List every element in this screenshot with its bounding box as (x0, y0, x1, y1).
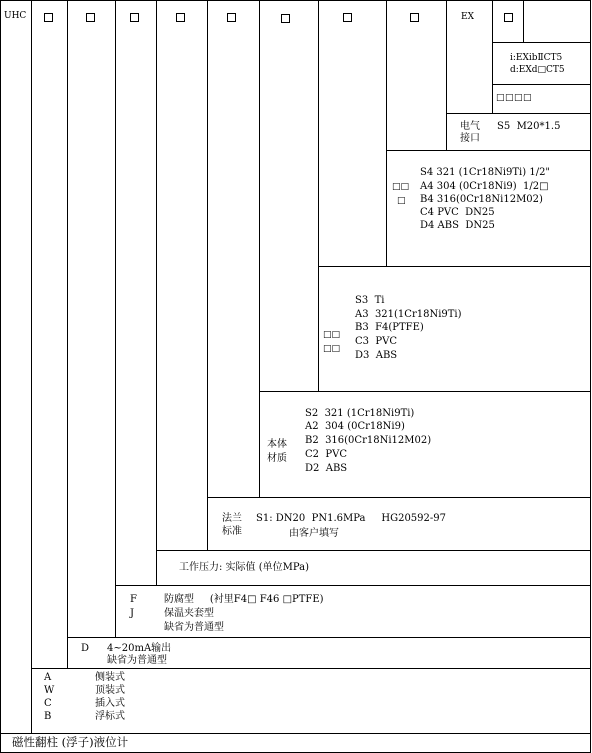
s4-row: S4 321 (1Cr18Ni9Ti) 1/2" (420, 167, 551, 178)
flange-value: S1: DN20 PN1.6MPa HG20592-97 (256, 513, 446, 524)
output-line1: 4~20mA输出 (107, 643, 172, 654)
model-prefix: UHC (4, 11, 27, 21)
code-box-2 (86, 13, 95, 22)
col-line-5 (207, 0, 208, 550)
code-box-3 (130, 13, 139, 22)
body-material-row: S2 321 (1Cr18Ni9Ti) (305, 408, 415, 419)
code-box-8 (410, 13, 419, 22)
code-box-9 (504, 13, 513, 22)
s3-label-line1: □□ (323, 330, 341, 340)
mounting-label: 插入式 (95, 698, 125, 709)
s3-row: B3 F4(PTFE) (355, 322, 424, 333)
s4-row: C4 PVC DN25 (420, 207, 495, 218)
row-line-type (67, 637, 591, 638)
code-box-6 (281, 14, 290, 23)
mounting-label: 顶装式 (95, 685, 125, 696)
type-line2: 保温夹套型 (164, 608, 214, 619)
col-line-6 (259, 0, 260, 497)
code-box-7 (343, 13, 352, 22)
col-line-7 (318, 0, 319, 391)
ex-option-flameproof: d:EXd□CT5 (510, 65, 565, 75)
flange-label-line2: 标准 (222, 526, 242, 537)
col-line-4 (156, 0, 157, 428)
body-material-row: A2 304 (0Cr18Ni9) (305, 421, 405, 432)
elec-label-line2: 接口 (460, 133, 480, 144)
outer-border-left (0, 0, 1, 753)
row-line-output (31, 668, 591, 669)
placeholder-boxes: □□□□ (496, 93, 533, 103)
ex-label: EX (461, 12, 474, 22)
row-line-ex3 (446, 113, 591, 114)
elec-label-line1: 电气 (460, 121, 480, 132)
row-line-s3 (259, 391, 591, 392)
s4-label-line1: □□ (392, 182, 410, 192)
col-line-9 (446, 0, 447, 150)
type-line1: 防腐型 (衬里F4□ F46 □PTFE) (164, 594, 324, 605)
row-line-ex (492, 42, 591, 43)
output-code: D (81, 643, 90, 654)
mounting-code: B (44, 711, 52, 722)
body-material-row: B2 316(0Cr18Ni12M02) (305, 435, 432, 446)
col-line-2 (67, 0, 68, 668)
s3-row: D3 ABS (355, 350, 398, 361)
s4-row: B4 316(0Cr18Ni12M02) (420, 194, 543, 205)
code-box-5 (227, 13, 236, 22)
outer-border-top (0, 0, 591, 1)
mounting-code: W (44, 685, 55, 696)
s4-row: D4 ABS DN25 (420, 220, 495, 231)
output-line2: 缺省为普通型 (107, 655, 167, 666)
col-line-1 (31, 0, 32, 733)
col-line-3 (115, 0, 116, 637)
s3-row: C3 PVC (355, 336, 397, 347)
mounting-code: C (44, 698, 52, 709)
row-line-flange (156, 550, 591, 551)
mounting-label: 侧装式 (95, 672, 125, 683)
row-line-ex2 (492, 84, 591, 85)
mounting-label: 浮标式 (95, 711, 125, 722)
col-line-10 (492, 0, 493, 42)
row-line-s4 (318, 266, 591, 267)
s3-row: A3 321(1Cr18Ni9Ti) (355, 309, 462, 320)
row-line-s2 (207, 497, 591, 498)
type-code-f: F (130, 594, 137, 605)
type-code-j: J (130, 608, 135, 619)
body-material-row: C2 PVC (305, 449, 347, 460)
body-material-label-line1: 本体 (267, 439, 287, 450)
flange-label-line1: 法兰 (222, 513, 242, 524)
ex-option-intrinsic: i:EXibⅡCT5 (510, 53, 563, 63)
code-box-4 (176, 13, 185, 22)
body-material-label-line2: 材质 (267, 453, 287, 464)
col-line-8 (386, 0, 387, 266)
body-material-row: D2 ABS (305, 463, 348, 474)
col-line-12 (492, 42, 493, 114)
s3-row: S3 Ti (355, 295, 385, 306)
code-box-1 (44, 13, 53, 22)
mounting-code: A (44, 672, 52, 683)
col-line-11 (523, 0, 524, 42)
s4-label-line2: □ (397, 196, 406, 206)
row-line-pressure (115, 585, 591, 586)
row-line-elec (386, 150, 591, 151)
elec-value: S5 M20*1.5 (497, 121, 561, 132)
working-pressure-text: 工作压力: 实际值 (单位MPa) (179, 562, 310, 573)
type-line3: 缺省为普通型 (164, 622, 224, 633)
s3-label-line2: □□ (323, 344, 341, 354)
col-line-4b (156, 428, 157, 585)
row-line-mounting (0, 733, 591, 734)
flange-note: 由客户填写 (289, 528, 339, 539)
s4-row: A4 304 (0Cr18Ni9) 1/2□ (420, 181, 549, 192)
footer-title: 磁性翻柱 (浮子)液位计 (12, 735, 129, 749)
